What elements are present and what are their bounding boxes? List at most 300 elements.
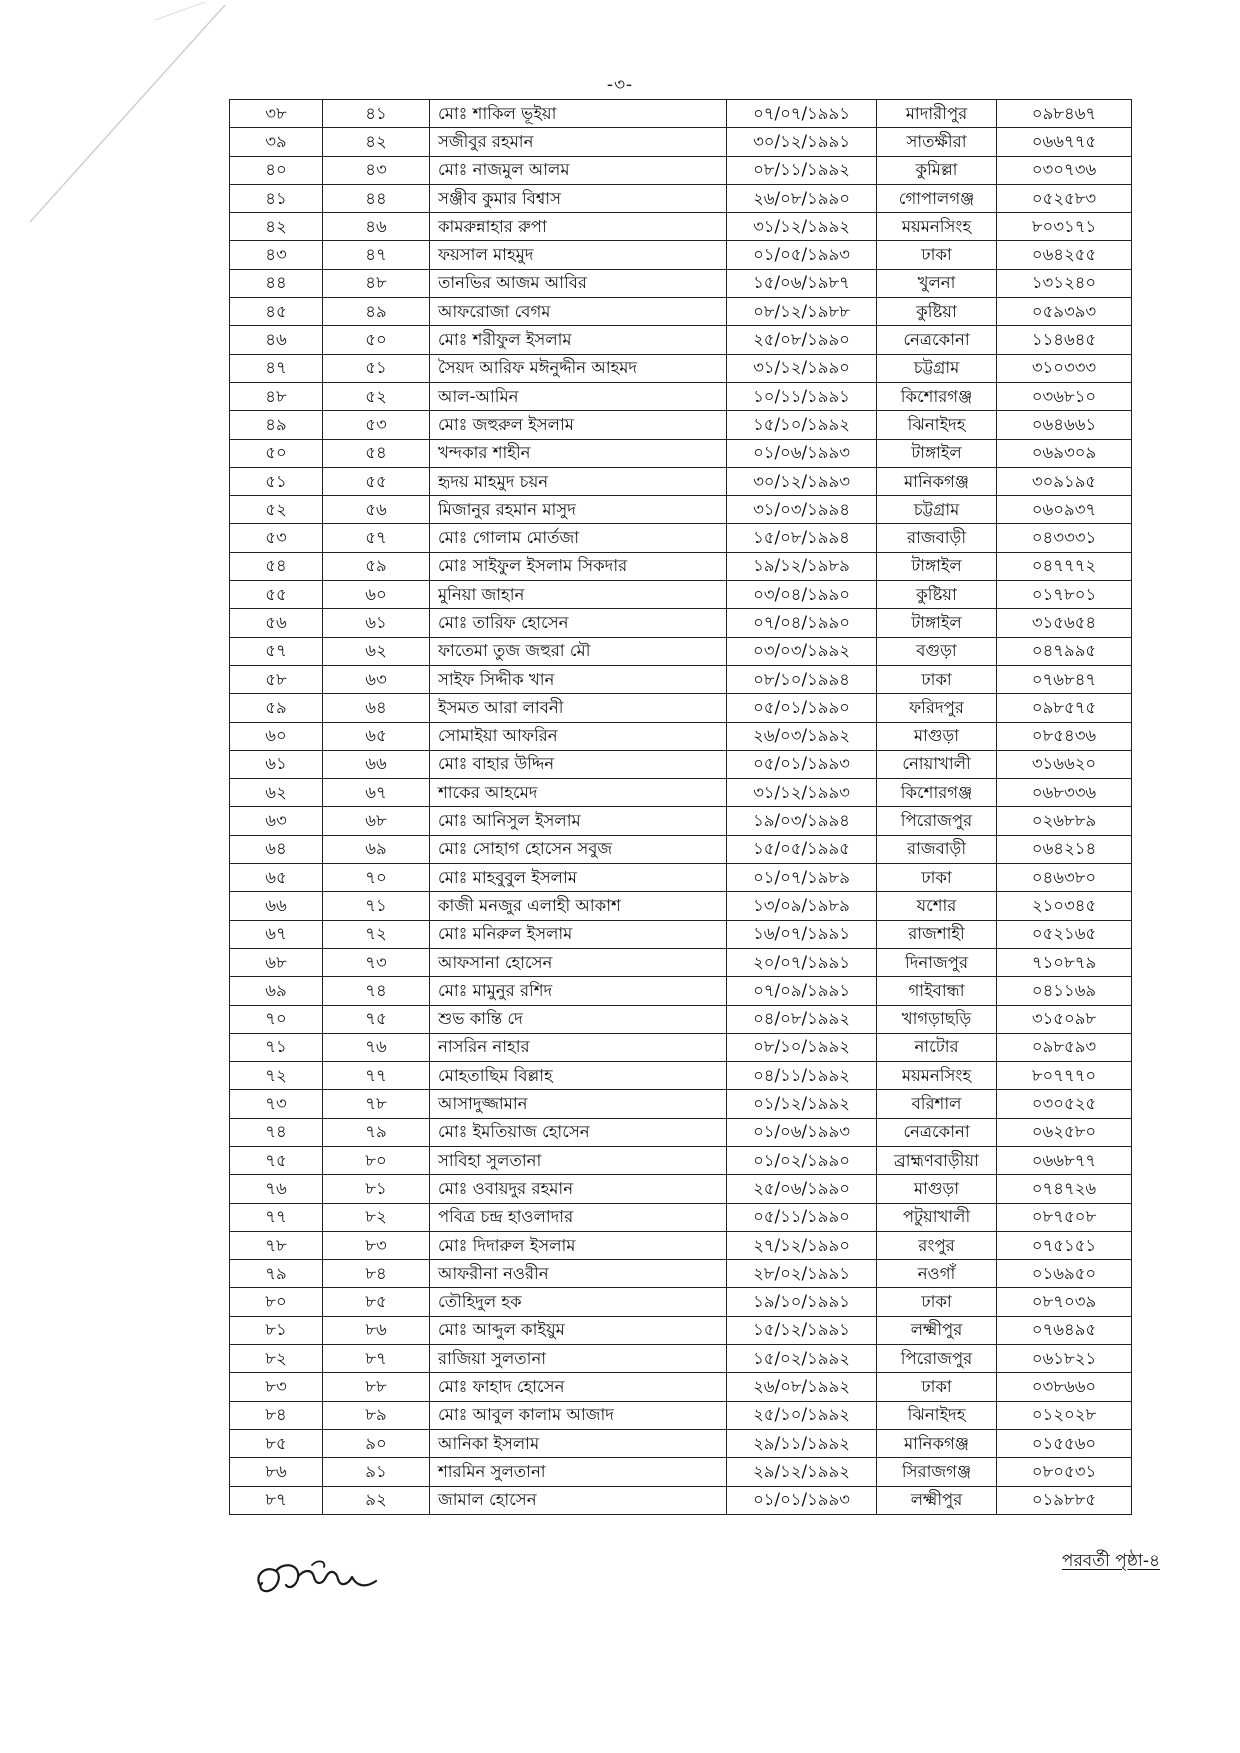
registration-cell: ০৪৭৯৯৫ [997, 637, 1132, 665]
name-cell: তৌহিদুল হক [430, 1288, 727, 1316]
roll-cell: ৬০ [323, 581, 430, 609]
district-cell: লক্ষ্মীপুর [877, 1486, 997, 1514]
serial-cell: ৭৪ [230, 1118, 323, 1146]
registration-cell: ০৬৬৮৭৭ [997, 1146, 1132, 1174]
dob-cell: ০৫/১১/১৯৯০ [727, 1203, 877, 1231]
name-cell: মোঃ ওবায়দুর রহমান [430, 1175, 727, 1203]
dob-cell: ০১/০৬/১৯৯৩ [727, 439, 877, 467]
name-cell: মোঃ মাহবুবুল ইসলাম [430, 864, 727, 892]
district-cell: ময়মনসিংহ [877, 213, 997, 241]
serial-cell: ৩৯ [230, 128, 323, 156]
registration-cell: ০৩০৭৩৬ [997, 156, 1132, 184]
name-cell: আফরীনা নওরীন [430, 1260, 727, 1288]
dob-cell: ০৭/০৪/১৯৯০ [727, 609, 877, 637]
dob-cell: ১৫/০২/১৯৯২ [727, 1345, 877, 1373]
roll-cell: ৫১ [323, 354, 430, 382]
roll-cell: ৪৪ [323, 184, 430, 212]
registration-cell: ০৬০৯৩৭ [997, 496, 1132, 524]
name-cell: আনিকা ইসলাম [430, 1429, 727, 1457]
registration-cell: ০৬৯৩০৯ [997, 439, 1132, 467]
dob-cell: ০১/১২/১৯৯২ [727, 1090, 877, 1118]
serial-cell: ৮৩ [230, 1373, 323, 1401]
roll-cell: ৭৩ [323, 948, 430, 976]
registration-cell: ০৬৬৭৭৫ [997, 128, 1132, 156]
registration-cell: ০১৯৮৮৫ [997, 1486, 1132, 1514]
name-cell: মিজানুর রহমান মাসুদ [430, 496, 727, 524]
dob-cell: ২৬/০৮/১৯৯২ [727, 1373, 877, 1401]
name-cell: মোঃ নাজমুল আলম [430, 156, 727, 184]
serial-cell: ৫৬ [230, 609, 323, 637]
roll-cell: ৭২ [323, 920, 430, 948]
table-row [230, 524, 1132, 552]
registration-cell: ০৪৭৭৭২ [997, 552, 1132, 580]
roll-cell: ৭৬ [323, 1033, 430, 1061]
district-cell: মানিকগঞ্জ [877, 467, 997, 495]
serial-cell: ৮২ [230, 1345, 323, 1373]
table-row [230, 496, 1132, 524]
roll-cell: ৭৭ [323, 1062, 430, 1090]
roll-cell: ৬৫ [323, 722, 430, 750]
table-row [230, 1203, 1132, 1231]
registration-cell: ০৭৬৮৪৭ [997, 665, 1132, 693]
name-cell: নাসরিন নাহার [430, 1033, 727, 1061]
roll-cell: ৪৬ [323, 213, 430, 241]
roll-cell: ৮৯ [323, 1401, 430, 1429]
district-cell: মাগুড়া [877, 1175, 997, 1203]
district-cell: নেত্রকোনা [877, 1118, 997, 1146]
serial-cell: ৪২ [230, 213, 323, 241]
district-cell: টাঙ্গাইল [877, 439, 997, 467]
name-cell: মোঃ আবুল কালাম আজাদ [430, 1401, 727, 1429]
name-cell: মোঃ সাইফুল ইসলাম সিকদার [430, 552, 727, 580]
roll-cell: ৮২ [323, 1203, 430, 1231]
district-cell: কিশোরগঞ্জ [877, 382, 997, 410]
dob-cell: ২৫/০৬/১৯৯০ [727, 1175, 877, 1203]
dob-cell: ৩১/১২/১৯৯৩ [727, 779, 877, 807]
district-cell: ঢাকা [877, 1288, 997, 1316]
registration-cell: ৩০৯১৯৫ [997, 467, 1132, 495]
dob-cell: ৩১/১২/১৯৯২ [727, 213, 877, 241]
district-cell: রাজশাহী [877, 920, 997, 948]
roll-cell: ৭৯ [323, 1118, 430, 1146]
roll-cell: ৮০ [323, 1146, 430, 1174]
registration-cell: ০৫৯৩৯৩ [997, 298, 1132, 326]
roll-cell: ৫০ [323, 326, 430, 354]
name-cell: ফাতেমা তুজ জহুরা মৌ [430, 637, 727, 665]
table-row [230, 467, 1132, 495]
registration-cell: ৩১৫৬৫৪ [997, 609, 1132, 637]
dob-cell: ২৭/১২/১৯৯০ [727, 1231, 877, 1259]
district-cell: চট্টগ্রাম [877, 496, 997, 524]
name-cell: মোঃ মনিরুল ইসলাম [430, 920, 727, 948]
dob-cell: ০১/০৭/১৯৮৯ [727, 864, 877, 892]
name-cell: কামরুন্নাহার রুপা [430, 213, 727, 241]
registration-cell: ০৩৮৬৬০ [997, 1373, 1132, 1401]
district-cell: মাগুড়া [877, 722, 997, 750]
district-cell: মানিকগঞ্জ [877, 1429, 997, 1457]
serial-cell: ৫১ [230, 467, 323, 495]
serial-cell: ৭৮ [230, 1231, 323, 1259]
dob-cell: ০৮/১১/১৯৯২ [727, 156, 877, 184]
serial-cell: ৭৯ [230, 1260, 323, 1288]
table-row [230, 382, 1132, 410]
name-cell: মোঃ আব্দুল কাইয়ুম [430, 1316, 727, 1344]
dob-cell: ১৩/০৯/১৯৮৯ [727, 892, 877, 920]
roll-cell: ৪৭ [323, 241, 430, 269]
registration-cell: ০১৫৫৬০ [997, 1429, 1132, 1457]
district-cell: কুমিল্লা [877, 156, 997, 184]
district-cell: চট্টগ্রাম [877, 354, 997, 382]
dob-cell: ২৬/০৮/১৯৯০ [727, 184, 877, 212]
serial-cell: ৪০ [230, 156, 323, 184]
roll-cell: ৭৪ [323, 977, 430, 1005]
candidate-table [229, 99, 1132, 1515]
district-cell: নাটোর [877, 1033, 997, 1061]
district-cell: লক্ষ্মীপুর [877, 1316, 997, 1344]
table-row [230, 326, 1132, 354]
roll-cell: ৪২ [323, 128, 430, 156]
name-cell: আফরোজা বেগম [430, 298, 727, 326]
name-cell: মুনিয়া জাহান [430, 581, 727, 609]
paper-fold-mark [0, 0, 240, 240]
dob-cell: ৩১/১২/১৯৯০ [727, 354, 877, 382]
table-row [230, 128, 1132, 156]
registration-cell: ১১৪৬৪৫ [997, 326, 1132, 354]
dob-cell: ২৫/১০/১৯৯২ [727, 1401, 877, 1429]
serial-cell: ৬৪ [230, 835, 323, 863]
dob-cell: ২০/০৭/১৯৯১ [727, 948, 877, 976]
district-cell: পটুয়াখালী [877, 1203, 997, 1231]
registration-cell: ০১৭৮০১ [997, 581, 1132, 609]
district-cell: পিরোজপুর [877, 807, 997, 835]
dob-cell: ৩০/১২/১৯৯৩ [727, 467, 877, 495]
roll-cell: ৯১ [323, 1458, 430, 1486]
dob-cell: ০৩/০৩/১৯৯২ [727, 637, 877, 665]
registration-cell: ০২৬৮৮৯ [997, 807, 1132, 835]
district-cell: টাঙ্গাইল [877, 609, 997, 637]
serial-cell: ৫৮ [230, 665, 323, 693]
district-cell: পিরোজপুর [877, 1345, 997, 1373]
table-row [230, 184, 1132, 212]
serial-cell: ৫৫ [230, 581, 323, 609]
dob-cell: ০৫/০১/১৯৯৩ [727, 750, 877, 778]
table-row [230, 807, 1132, 835]
district-cell: নওগাঁ [877, 1260, 997, 1288]
table-row [230, 1288, 1132, 1316]
roll-cell: ৫৪ [323, 439, 430, 467]
dob-cell: ১৫/০৬/১৯৮৭ [727, 269, 877, 297]
table-row [230, 1345, 1132, 1373]
name-cell: মোঃ গোলাম মোর্তজা [430, 524, 727, 552]
dob-cell: ২৯/১২/১৯৯২ [727, 1458, 877, 1486]
dob-cell: ০৮/১০/১৯৯৪ [727, 665, 877, 693]
table-row [230, 637, 1132, 665]
serial-cell: ৪৮ [230, 382, 323, 410]
registration-cell: ০৬৪২৫৫ [997, 241, 1132, 269]
table-row [230, 269, 1132, 297]
serial-cell: ৬৫ [230, 864, 323, 892]
district-cell: খাগড়াছড়ি [877, 1005, 997, 1033]
name-cell: আফসানা হোসেন [430, 948, 727, 976]
dob-cell: ০৮/১০/১৯৯২ [727, 1033, 877, 1061]
serial-cell: ৫০ [230, 439, 323, 467]
district-cell: যশোর [877, 892, 997, 920]
serial-cell: ৬৩ [230, 807, 323, 835]
dob-cell: ০১/০৬/১৯৯৩ [727, 1118, 877, 1146]
district-cell: ঢাকা [877, 665, 997, 693]
district-cell: ঝিনাইদহ [877, 1401, 997, 1429]
district-cell: রাজবাড়ী [877, 835, 997, 863]
page-number: -৩- [606, 75, 634, 95]
table-row [230, 1429, 1132, 1457]
table-row [230, 1373, 1132, 1401]
table-row [230, 948, 1132, 976]
serial-cell: ৫২ [230, 496, 323, 524]
table-row [230, 1090, 1132, 1118]
name-cell: মোঃ বাহার উদ্দিন [430, 750, 727, 778]
dob-cell: ১৯/০৩/১৯৯৪ [727, 807, 877, 835]
registration-cell: ০৬১৮২১ [997, 1345, 1132, 1373]
registration-cell: ৩১০৩৩৩ [997, 354, 1132, 382]
dob-cell: ১৫/১০/১৯৯২ [727, 411, 877, 439]
roll-cell: ৫২ [323, 382, 430, 410]
serial-cell: ৫৭ [230, 637, 323, 665]
name-cell: মোঃ মামুনুর রশিদ [430, 977, 727, 1005]
serial-cell: ৫৩ [230, 524, 323, 552]
serial-cell: ৭২ [230, 1062, 323, 1090]
registration-cell: ০৫২৫৮৩ [997, 184, 1132, 212]
registration-cell: ৩১৬৬২০ [997, 750, 1132, 778]
table-row [230, 892, 1132, 920]
registration-cell: ০৬৮৩৩৬ [997, 779, 1132, 807]
dob-cell: ১০/১১/১৯৯১ [727, 382, 877, 410]
roll-cell: ৯০ [323, 1429, 430, 1457]
name-cell: সাবিহা সুলতানা [430, 1146, 727, 1174]
table-row [230, 1175, 1132, 1203]
table-row [230, 779, 1132, 807]
district-cell: নেত্রকোনা [877, 326, 997, 354]
name-cell: পবিত্র চন্দ্র হাওলাদার [430, 1203, 727, 1231]
table-row [230, 156, 1132, 184]
serial-cell: ৩৮ [230, 100, 323, 128]
serial-cell: ৭৫ [230, 1146, 323, 1174]
serial-cell: ৫৪ [230, 552, 323, 580]
serial-cell: ৬৭ [230, 920, 323, 948]
table-row [230, 977, 1132, 1005]
registration-cell: ০৪৩৩৩১ [997, 524, 1132, 552]
table-row [230, 750, 1132, 778]
name-cell: কাজী মনজুর এলাহী আকাশ [430, 892, 727, 920]
district-cell: কিশোরগঞ্জ [877, 779, 997, 807]
dob-cell: ২৯/১১/১৯৯২ [727, 1429, 877, 1457]
table-row [230, 213, 1132, 241]
table-row [230, 100, 1132, 128]
dob-cell: ০৪/১১/১৯৯২ [727, 1062, 877, 1090]
table-row [230, 1401, 1132, 1429]
signature [252, 1555, 382, 1610]
district-cell: দিনাজপুর [877, 948, 997, 976]
table-row [230, 1316, 1132, 1344]
registration-cell: ০১৬৯৫০ [997, 1260, 1132, 1288]
serial-cell: ৮৪ [230, 1401, 323, 1429]
district-cell: ঢাকা [877, 1373, 997, 1401]
roll-cell: ৬৭ [323, 779, 430, 807]
serial-cell: ৪৫ [230, 298, 323, 326]
district-cell: ময়মনসিংহ [877, 1062, 997, 1090]
serial-cell: ৭০ [230, 1005, 323, 1033]
name-cell: মোঃ জহুরুল ইসলাম [430, 411, 727, 439]
serial-cell: ৮৫ [230, 1429, 323, 1457]
dob-cell: ৩০/১২/১৯৯১ [727, 128, 877, 156]
serial-cell: ৮১ [230, 1316, 323, 1344]
registration-cell: ২১০৩৪৫ [997, 892, 1132, 920]
dob-cell: ২৬/০৩/১৯৯২ [727, 722, 877, 750]
district-cell: খুলনা [877, 269, 997, 297]
name-cell: শাকের আহমেদ [430, 779, 727, 807]
dob-cell: ১৫/০৮/১৯৯৪ [727, 524, 877, 552]
serial-cell: ৭১ [230, 1033, 323, 1061]
district-cell: ব্রাহ্মণবাড়ীয়া [877, 1146, 997, 1174]
table-row [230, 864, 1132, 892]
registration-cell: ০৮৫৪৩৬ [997, 722, 1132, 750]
serial-cell: ৬৮ [230, 948, 323, 976]
roll-cell: ৫৭ [323, 524, 430, 552]
name-cell: মোঃ তারিফ হোসেন [430, 609, 727, 637]
district-cell: সিরাজগঞ্জ [877, 1458, 997, 1486]
serial-cell: ৫৯ [230, 694, 323, 722]
name-cell: মোঃ ইমতিয়াজ হোসেন [430, 1118, 727, 1146]
serial-cell: ৮০ [230, 1288, 323, 1316]
name-cell: মোঃ দিদারুল ইসলাম [430, 1231, 727, 1259]
dob-cell: ১৯/১২/১৯৮৯ [727, 552, 877, 580]
name-cell: সোমাইয়া আফরিন [430, 722, 727, 750]
table-row [230, 552, 1132, 580]
district-cell: বরিশাল [877, 1090, 997, 1118]
name-cell: সঞ্জীব কুমার বিশ্বাস [430, 184, 727, 212]
roll-cell: ৫৬ [323, 496, 430, 524]
dob-cell: ০৭/০৭/১৯৯১ [727, 100, 877, 128]
dob-cell: ১৫/০৫/১৯৯৫ [727, 835, 877, 863]
dob-cell: ২৫/০৮/১৯৯০ [727, 326, 877, 354]
table-row [230, 354, 1132, 382]
roll-cell: ৫৯ [323, 552, 430, 580]
table-row [230, 609, 1132, 637]
table-row [230, 241, 1132, 269]
district-cell: বগুড়া [877, 637, 997, 665]
roll-cell: ৬২ [323, 637, 430, 665]
registration-cell: ৭১০৮৭৯ [997, 948, 1132, 976]
roll-cell: ৮৩ [323, 1231, 430, 1259]
name-cell: জামাল হোসেন [430, 1486, 727, 1514]
roll-cell: ৮৮ [323, 1373, 430, 1401]
district-cell: সাতক্ষীরা [877, 128, 997, 156]
roll-cell: ৭১ [323, 892, 430, 920]
table-row [230, 298, 1132, 326]
roll-cell: ৪৮ [323, 269, 430, 297]
name-cell: সৈয়দ আরিফ মঈনুদ্দীন আহমদ [430, 354, 727, 382]
serial-cell: ৭৭ [230, 1203, 323, 1231]
registration-cell: ৩১৫০৯৮ [997, 1005, 1132, 1033]
name-cell: শারমিন সুলতানা [430, 1458, 727, 1486]
name-cell: হৃদয় মাহমুদ চয়ন [430, 467, 727, 495]
table-row [230, 581, 1132, 609]
name-cell: মোঃ সোহাগ হোসেন সবুজ [430, 835, 727, 863]
district-cell: গাইবান্ধা [877, 977, 997, 1005]
roll-cell: ৯২ [323, 1486, 430, 1514]
table-row [230, 920, 1132, 948]
name-cell: সজীবুর রহমান [430, 128, 727, 156]
serial-cell: ৬১ [230, 750, 323, 778]
registration-cell: ০৯৮৫৯৩ [997, 1033, 1132, 1061]
roll-cell: ৫৩ [323, 411, 430, 439]
serial-cell: ৪৬ [230, 326, 323, 354]
roll-cell: ৬৬ [323, 750, 430, 778]
roll-cell: ৬৪ [323, 694, 430, 722]
district-cell: রাজবাড়ী [877, 524, 997, 552]
table-row [230, 835, 1132, 863]
name-cell: ইসমত আরা লাবনী [430, 694, 727, 722]
registration-cell: ০৭৫১৫১ [997, 1231, 1132, 1259]
table-row [230, 1231, 1132, 1259]
serial-cell: ৭৬ [230, 1175, 323, 1203]
serial-cell: ৮৬ [230, 1458, 323, 1486]
roll-cell: ৪১ [323, 100, 430, 128]
name-cell: রাজিয়া সুলতানা [430, 1345, 727, 1373]
serial-cell: ৬৬ [230, 892, 323, 920]
district-cell: মাদারীপুর [877, 100, 997, 128]
roll-cell: ৬৩ [323, 665, 430, 693]
table-row [230, 722, 1132, 750]
dob-cell: ৩১/০৩/১৯৯৪ [727, 496, 877, 524]
candidate-table-body [230, 100, 1132, 1515]
table-row [230, 694, 1132, 722]
roll-cell: ৭৮ [323, 1090, 430, 1118]
serial-cell: ৭৩ [230, 1090, 323, 1118]
roll-cell: ৫৫ [323, 467, 430, 495]
name-cell: শুভ কান্তি দে [430, 1005, 727, 1033]
name-cell: মোঃ ফাহাদ হোসেন [430, 1373, 727, 1401]
district-cell: ঢাকা [877, 864, 997, 892]
table-row [230, 1062, 1132, 1090]
registration-cell: ০৩০৫২৫ [997, 1090, 1132, 1118]
registration-cell: ০৮৭০৩৯ [997, 1288, 1132, 1316]
registration-cell: ০৬২৫৮০ [997, 1118, 1132, 1146]
dob-cell: ২৮/০২/১৯৯১ [727, 1260, 877, 1288]
roll-cell: ৮৬ [323, 1316, 430, 1344]
registration-cell: ০৩৬৮১০ [997, 382, 1132, 410]
registration-cell: ০৭৬৪৯৫ [997, 1316, 1132, 1344]
roll-cell: ৬৮ [323, 807, 430, 835]
registration-cell: ০১২০২৮ [997, 1401, 1132, 1429]
serial-cell: ৪৭ [230, 354, 323, 382]
roll-cell: ৬৯ [323, 835, 430, 863]
name-cell: মোহতাছিম বিল্লাহ [430, 1062, 727, 1090]
dob-cell: ০৩/০৪/১৯৯০ [727, 581, 877, 609]
district-cell: ঝিনাইদহ [877, 411, 997, 439]
table-row [230, 1118, 1132, 1146]
roll-cell: ৮১ [323, 1175, 430, 1203]
roll-cell: ৭০ [323, 864, 430, 892]
registration-cell: ০৯৮৫৭৫ [997, 694, 1132, 722]
district-cell: ঢাকা [877, 241, 997, 269]
dob-cell: ০৮/১২/১৯৮৮ [727, 298, 877, 326]
name-cell: ফয়সাল মাহমুদ [430, 241, 727, 269]
registration-cell: ০৯৮৪৬৭ [997, 100, 1132, 128]
roll-cell: ৮৪ [323, 1260, 430, 1288]
dob-cell: ০১/০৫/১৯৯৩ [727, 241, 877, 269]
registration-cell: ০৫২১৬৫ [997, 920, 1132, 948]
registration-cell: ০৬৪২১৪ [997, 835, 1132, 863]
